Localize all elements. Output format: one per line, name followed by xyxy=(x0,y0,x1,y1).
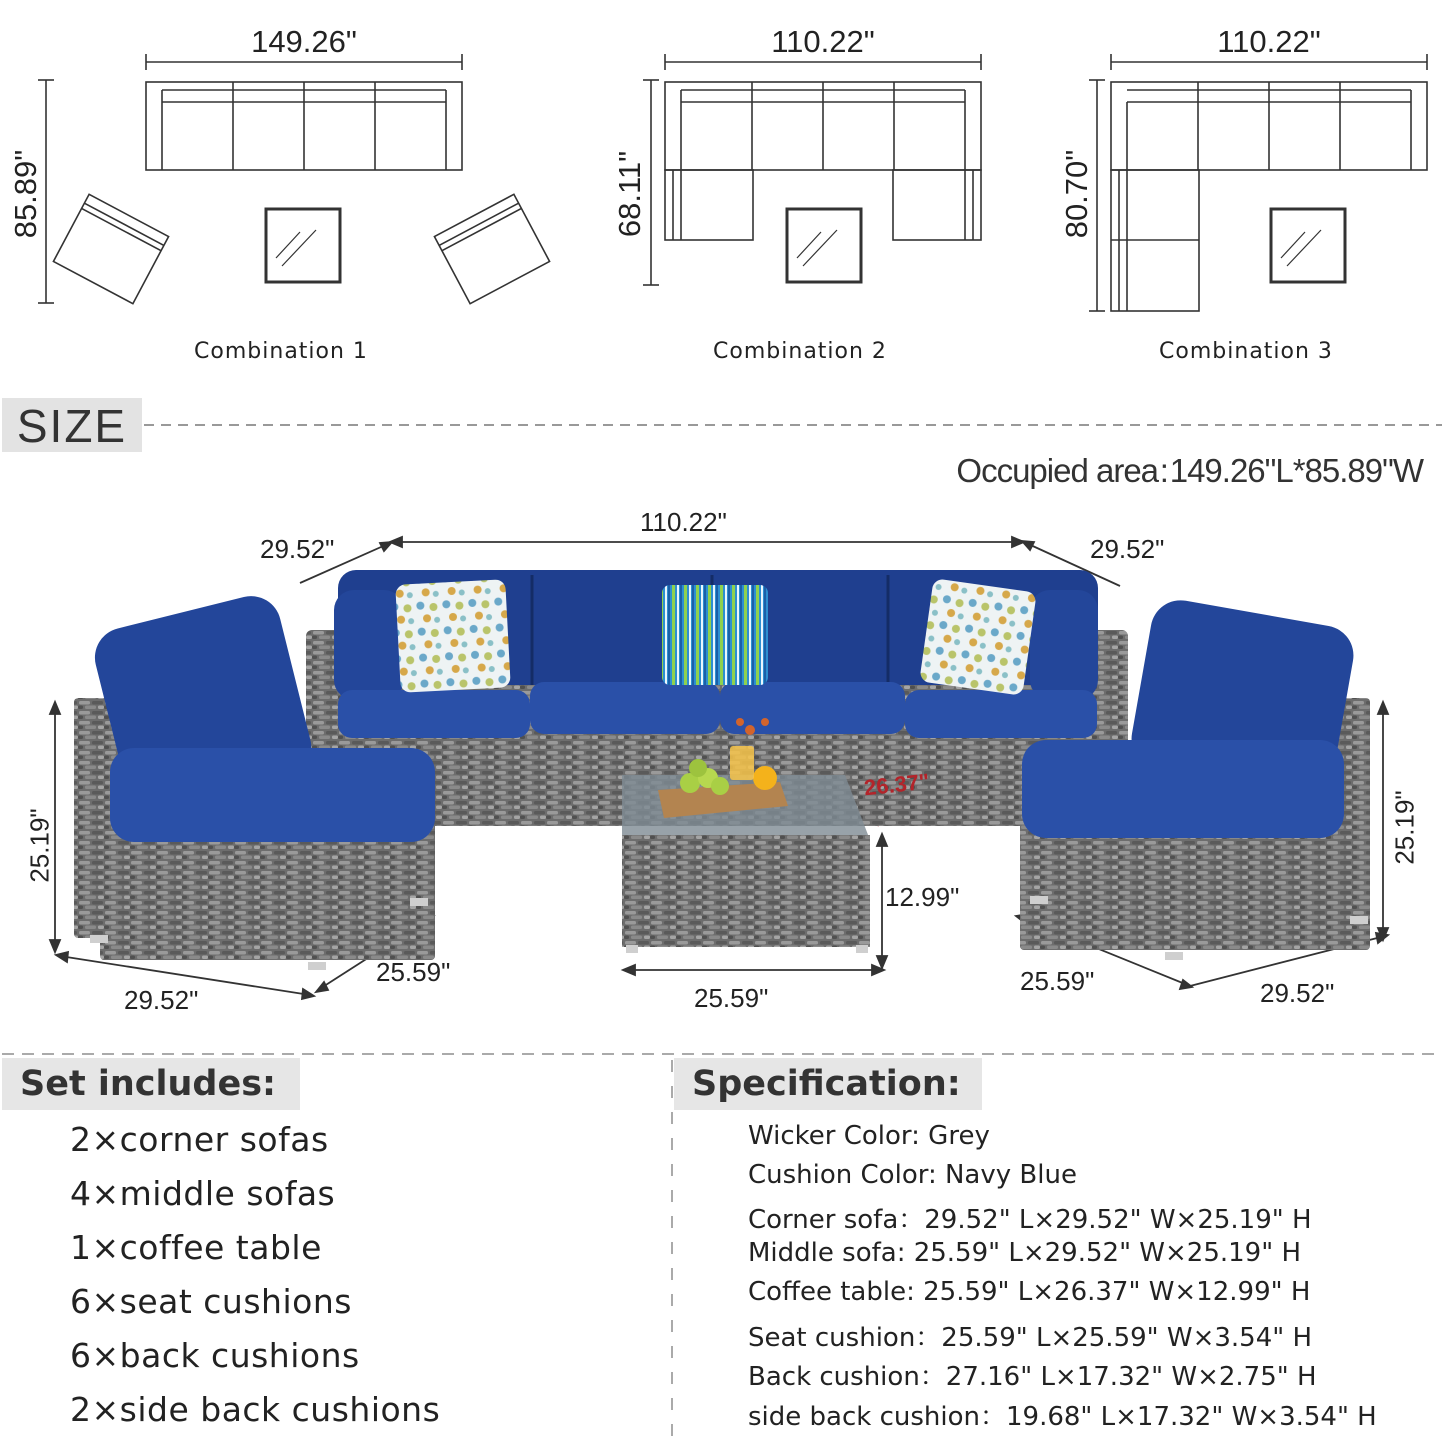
dim-right-depth: 25.59" xyxy=(1020,966,1095,996)
combination-2-width: 110.22" xyxy=(771,24,875,59)
occupied-area: Occupied area : 149.26"L*85.89"W xyxy=(956,452,1423,489)
combination-1-depth: 85.89" xyxy=(8,149,43,239)
dim-table-height: 12.99" xyxy=(885,882,960,912)
dim-side-right: 29.52" xyxy=(1090,534,1165,564)
set-item: 2×corner sofas xyxy=(70,1120,329,1159)
set-item: 1×coffee table xyxy=(70,1228,322,1267)
dim-left-depth: 25.59" xyxy=(376,957,451,987)
combination-2-depth: 68.11" xyxy=(612,150,647,238)
dim-table-depth: 26.37" xyxy=(862,768,931,801)
set-item: 6×seat cushions xyxy=(70,1282,352,1321)
spec-item: Corner sofa：29.52" L×29.52" W×25.19" H xyxy=(748,1205,1312,1235)
dim-table-width: 25.59" xyxy=(694,983,769,1013)
spec-item: Back cushion：27.16" L×17.32" W×2.75" H xyxy=(748,1362,1317,1392)
combination-2-label: Combination 2 xyxy=(713,339,887,364)
spec-item: side back cushion：19.68" L×17.32" W×3.54" H xyxy=(748,1402,1377,1432)
combination-3-width: 110.22" xyxy=(1217,24,1321,59)
dim-left-width: 29.52" xyxy=(124,985,199,1015)
set-item: 6×back cushions xyxy=(70,1336,360,1375)
dim-left-height: 25.19" xyxy=(24,808,55,883)
spec-item: Seat cushion：25.59" L×25.59" W×3.54" H xyxy=(748,1323,1313,1353)
set-item: 4×middle sofas xyxy=(70,1174,336,1213)
product-illustration xyxy=(0,510,1445,990)
dim-sectional-width: 110.22" xyxy=(640,507,727,537)
spec-item: Coffee table: 25.59" L×26.37" W×12.99" H xyxy=(748,1277,1311,1307)
combination-2-diagram xyxy=(643,54,981,285)
size-tag: SIZE xyxy=(2,398,142,452)
spec-item: Cushion Color: Navy Blue xyxy=(748,1160,1077,1190)
combination-1-width: 149.26" xyxy=(251,24,357,59)
combination-3-label: Combination 3 xyxy=(1159,339,1333,364)
set-item: 2×side back cushions xyxy=(70,1390,441,1429)
combination-1-label: Combination 1 xyxy=(194,339,368,364)
combination-3-diagram xyxy=(1089,54,1427,311)
dim-side-left: 29.52" xyxy=(260,534,335,564)
combination-3-depth: 80.70" xyxy=(1059,149,1094,239)
specification-title: Specification: xyxy=(674,1058,982,1110)
size-divider xyxy=(144,423,1444,427)
dim-right-height: 25.19" xyxy=(1389,790,1420,865)
combination-1-diagram xyxy=(38,54,550,304)
spec-item: Middle sofa: 25.59" L×29.52" W×25.19" H xyxy=(748,1238,1301,1268)
dim-right-width: 29.52" xyxy=(1260,978,1335,1008)
spec-item: Wicker Color: Grey xyxy=(748,1121,990,1151)
set-includes-title: Set includes: xyxy=(2,1058,300,1110)
